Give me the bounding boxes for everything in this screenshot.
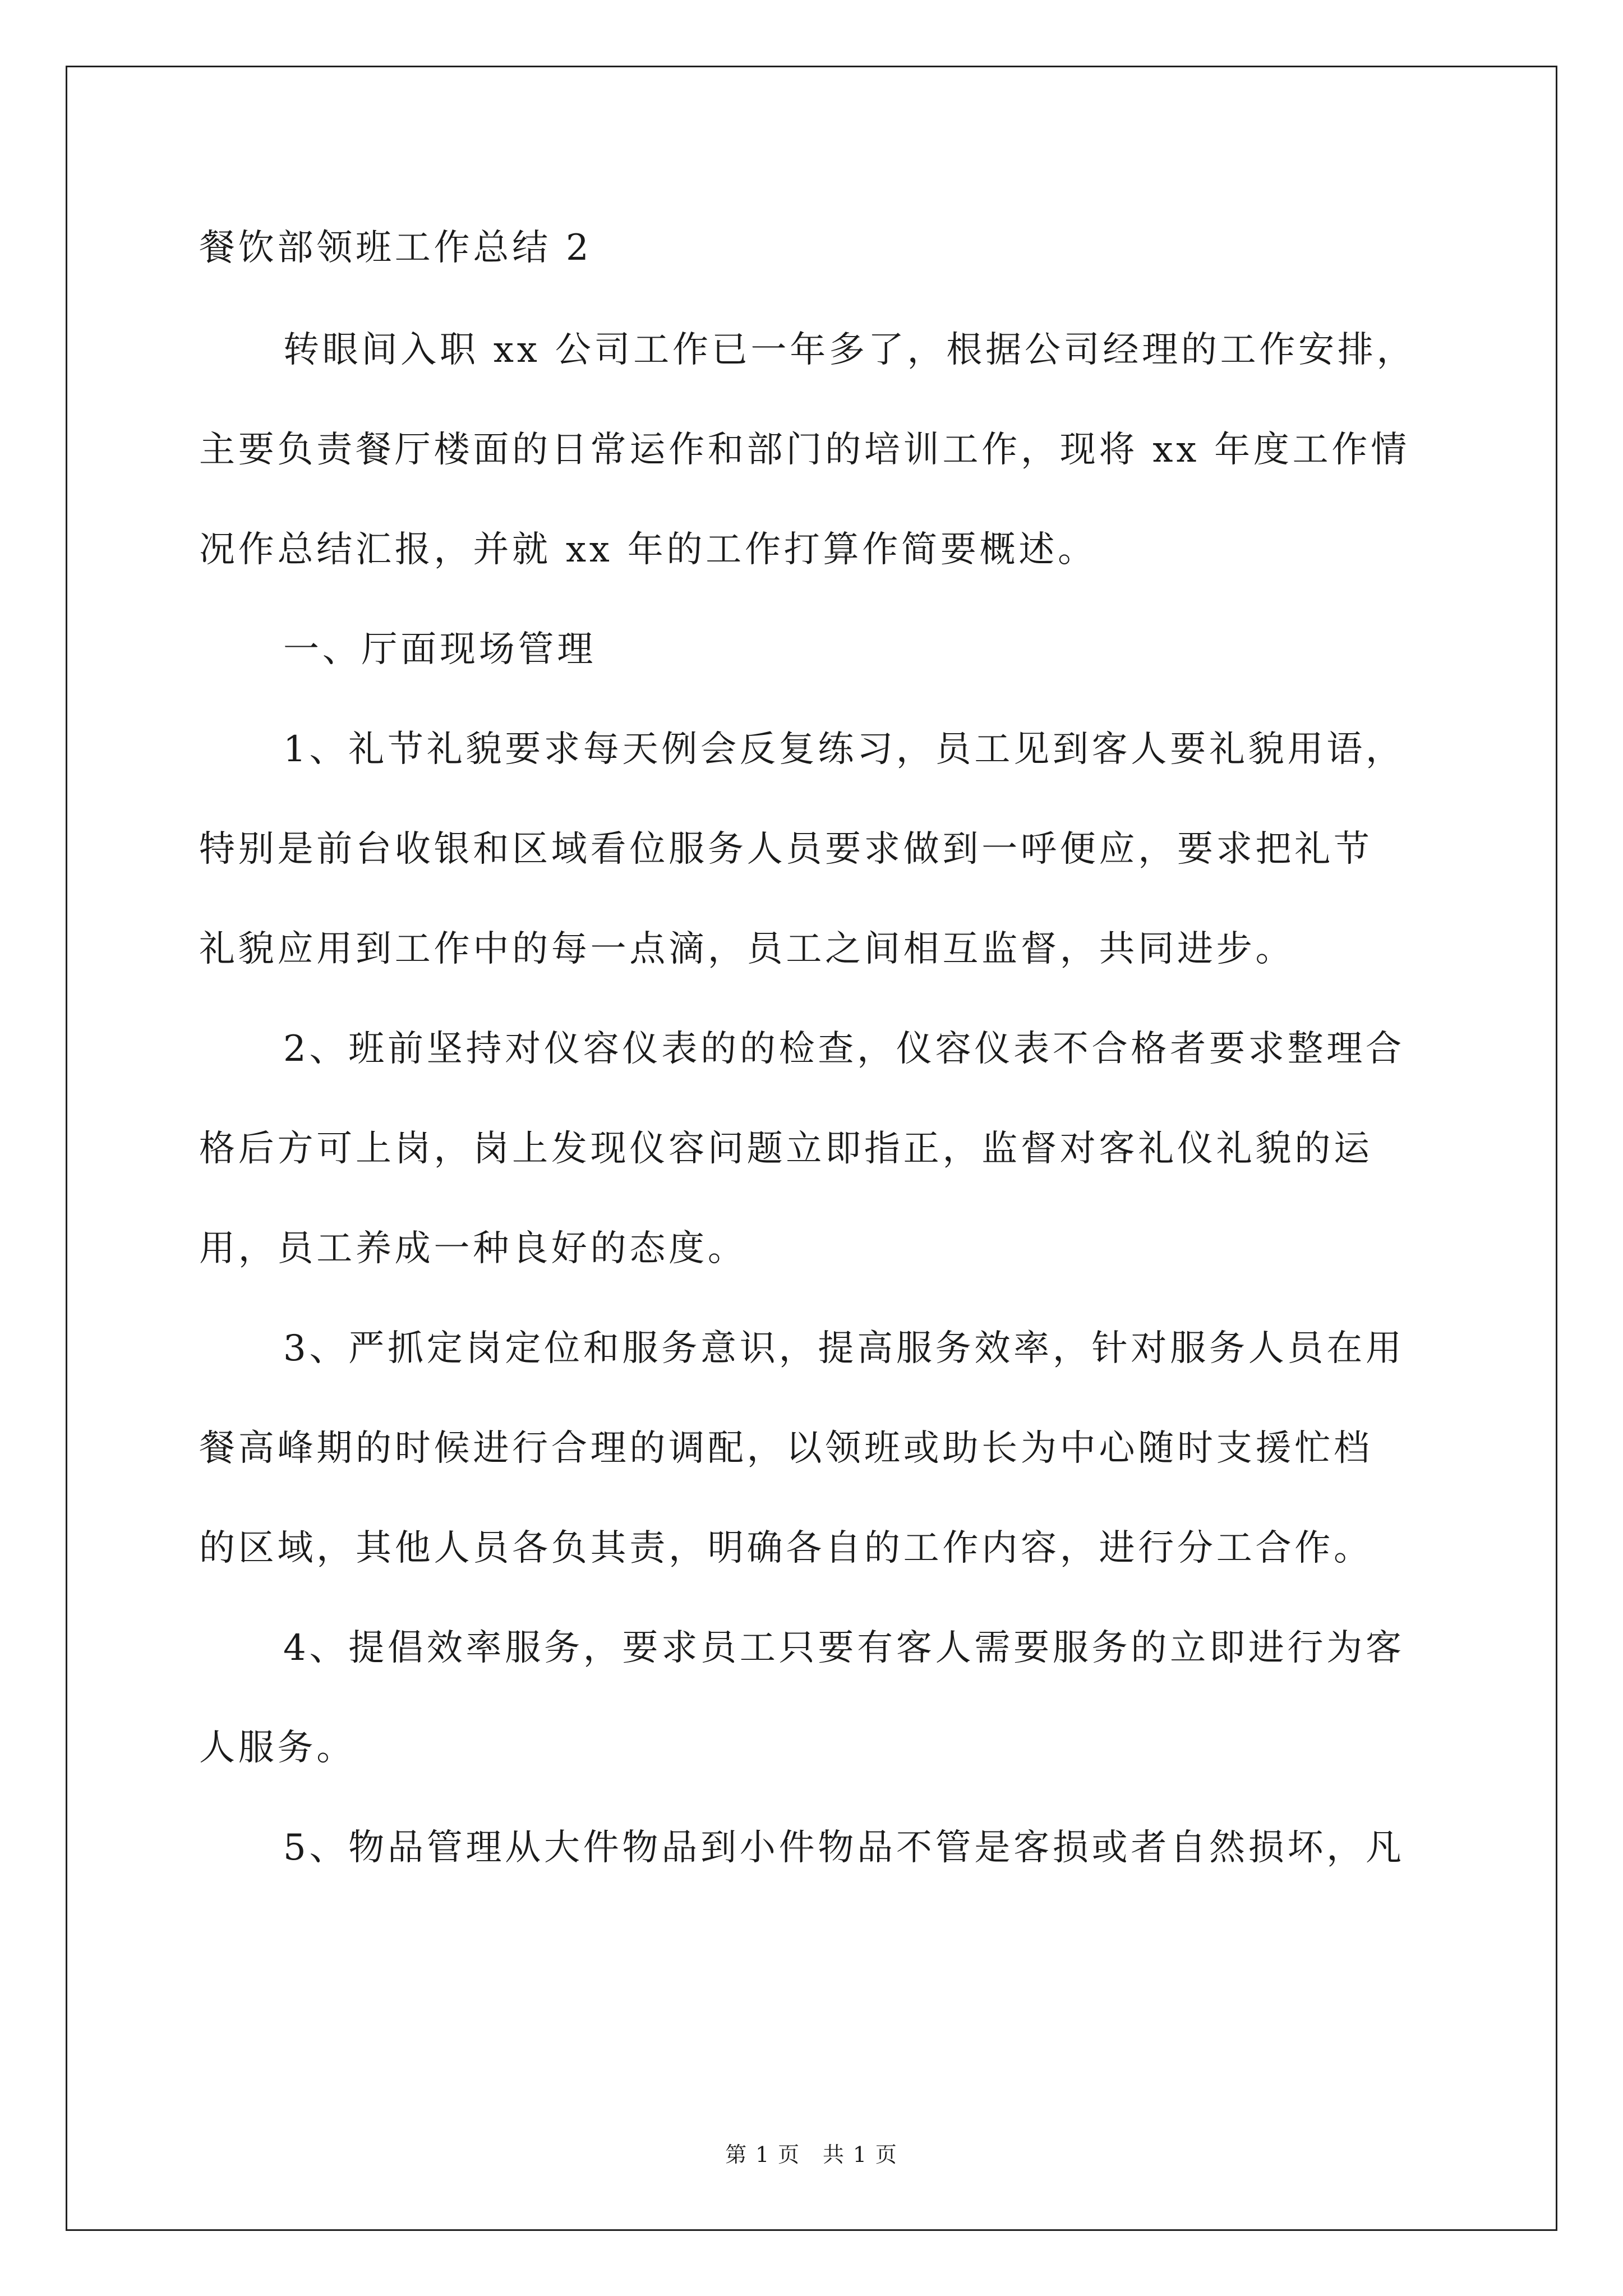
paragraph-line: 况作总结汇报，并就 xx 年的工作打算作简要概述。 <box>199 529 1097 570</box>
paragraph-line: 人服务。 <box>199 1727 356 1769</box>
page-number: 第 1 页 共 1 页 <box>725 2142 898 2167</box>
paragraph-line: 3、严抓定岗定位和服务意识，提高服务效率，针对服务人员在用 <box>283 1328 1405 1369</box>
paragraph-line: 4、提倡效率服务，要求员工只要有客人需要服务的立即进行为客 <box>283 1627 1405 1669</box>
paragraph-line: 转眼间入职 xx 公司工作已一年多了，根据公司经理的工作安排， <box>283 329 1416 371</box>
paragraph-line: 用，员工养成一种良好的态度。 <box>199 1228 747 1269</box>
section-heading: 一、厅面现场管理 <box>283 629 597 670</box>
paragraph-line: 礼貌应用到工作中的每一点滴，员工之间相互监督，共同进步。 <box>199 928 1295 970</box>
document-title: 餐饮部领班工作总结 2 <box>199 227 592 269</box>
paragraph-line: 主要负责餐厅楼面的日常运作和部门的培训工作，现将 xx 年度工作情 <box>199 429 1410 471</box>
paragraph-line: 2、班前坚持对仪容仪表的的检查，仪容仪表不合格者要求整理合 <box>283 1028 1405 1070</box>
paragraph-line: 5、物品管理从大件物品到小件物品不管是客损或者自然损坏，凡 <box>283 1827 1405 1869</box>
paragraph-line: 1、礼节礼貌要求每天例会反复练习，员工见到客人要礼貌用语， <box>283 729 1405 770</box>
paragraph-line: 的区域，其他人员各负其责，明确各自的工作内容，进行分工合作。 <box>199 1527 1373 1569</box>
paragraph-line: 格后方可上岗，岗上发现仪容问题立即指正，监督对客礼仪礼貌的运 <box>199 1128 1373 1170</box>
paragraph-line: 餐高峰期的时候进行合理的调配，以领班或助长为中心随时支援忙档 <box>199 1428 1373 1469</box>
paragraph-line: 特别是前台收银和区域看位服务人员要求做到一呼便应，要求把礼节 <box>199 829 1373 870</box>
